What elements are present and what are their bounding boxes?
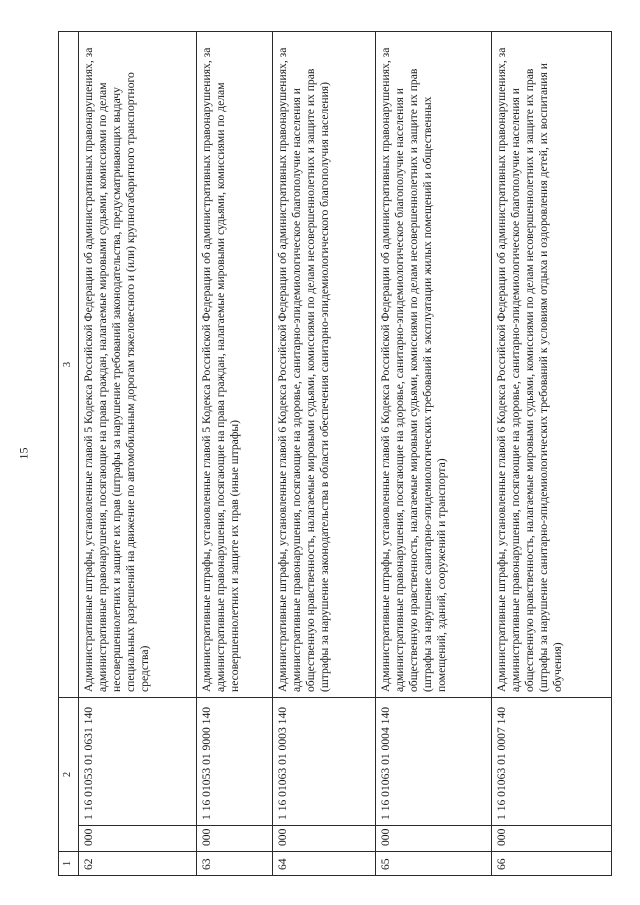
budget-classification-code: 1 16 01053 01 0631 140	[78, 698, 196, 826]
admin-code: 000	[491, 826, 611, 852]
table-row	[196, 32, 272, 876]
header-cell-3: 3	[59, 32, 79, 698]
admin-code: 000	[375, 826, 491, 852]
budget-classification-code: 1 16 01063 01 0003 140	[272, 698, 375, 826]
rotated-page-content	[58, 31, 612, 876]
row-number: 65	[375, 852, 491, 876]
income-description: Административные штрафы, установленные главой 5 Кодекса Российской Федерации об административных правонарушениях, за административные правонарушения, посягающие на права граждан, налагаемые мировыми судьями, комиссиями по делам несовершеннолетних и защите их прав (штрафы за нарушение требований законодательства, предусматривающих выдачу специальных разрешений на движение по автомобильным дорогам тяжеловесного и (или) крупногабаритного транспортного средства)	[78, 32, 196, 698]
income-description: Административные штрафы, установленные главой 6 Кодекса Российской Федерации об административных правонарушениях, за административные правонарушения, посягающие на здоровье, санитарно-эпидемиологическое благополучие населения и общественную нравственность, налагаемые мировыми судьями, комиссиями по делам несовершеннолетних и защите их прав (штрафы за нарушение санитарно-эпидемиологических требований к условиям отдыха и оздоровления детей, их воспитания и обучения)	[491, 32, 611, 698]
admin-code: 000	[196, 826, 272, 852]
table-row	[272, 32, 375, 876]
header-cell-2: 2	[59, 698, 79, 852]
table-row	[375, 32, 491, 876]
table-row	[78, 32, 196, 876]
budget-classification-code: 1 16 01053 01 9000 140	[196, 698, 272, 826]
admin-code: 000	[78, 826, 196, 852]
budget-classification-code: 1 16 01063 01 0007 140	[491, 698, 611, 826]
row-number: 63	[196, 852, 272, 876]
income-description: Административные штрафы, установленные главой 5 Кодекса Российской Федерации об административных правонарушениях, за административные правонарушения, посягающие на права граждан, налагаемые мировыми судьями, комиссиями по делам несовершеннолетних и защите их прав (иные штрафы)	[196, 32, 272, 698]
row-number: 66	[491, 852, 611, 876]
table-row	[491, 32, 611, 876]
income-description: Административные штрафы, установленные главой 6 Кодекса Российской Федерации об административных правонарушениях, за административные правонарушения, посягающие на здоровье, санитарно-эпидемиологическое благополучие населения и общественную нравственность, налагаемые мировыми судьями, комиссиями по делам несовершеннолетних и защите их прав (штрафы за нарушение санитарно-эпидемиологических требований к эксплуатации жилых помещений и общественных помещений, зданий, сооружений и транспорта)	[375, 32, 491, 698]
budget-codes-table	[58, 31, 612, 876]
header-cell-1: 1	[59, 852, 79, 876]
row-number: 62	[78, 852, 196, 876]
budget-classification-code: 1 16 01063 01 0004 140	[375, 698, 491, 826]
table-header-row	[59, 32, 79, 876]
admin-code: 000	[272, 826, 375, 852]
income-description: Административные штрафы, установленные главой 6 Кодекса Российской Федерации об административных правонарушениях, за административные правонарушения, посягающие на здоровье, санитарно-эпидемиологическое благополучие населения и общественную нравственность, налагаемые мировыми судьями, комиссиями по делам несовершеннолетних и защите их прав (штрафы за нарушение законодательства в области обеспечения санитарно-эпидемиологического благополучия населения)	[272, 32, 375, 698]
row-number: 64	[272, 852, 375, 876]
page-number: 15	[16, 447, 31, 460]
